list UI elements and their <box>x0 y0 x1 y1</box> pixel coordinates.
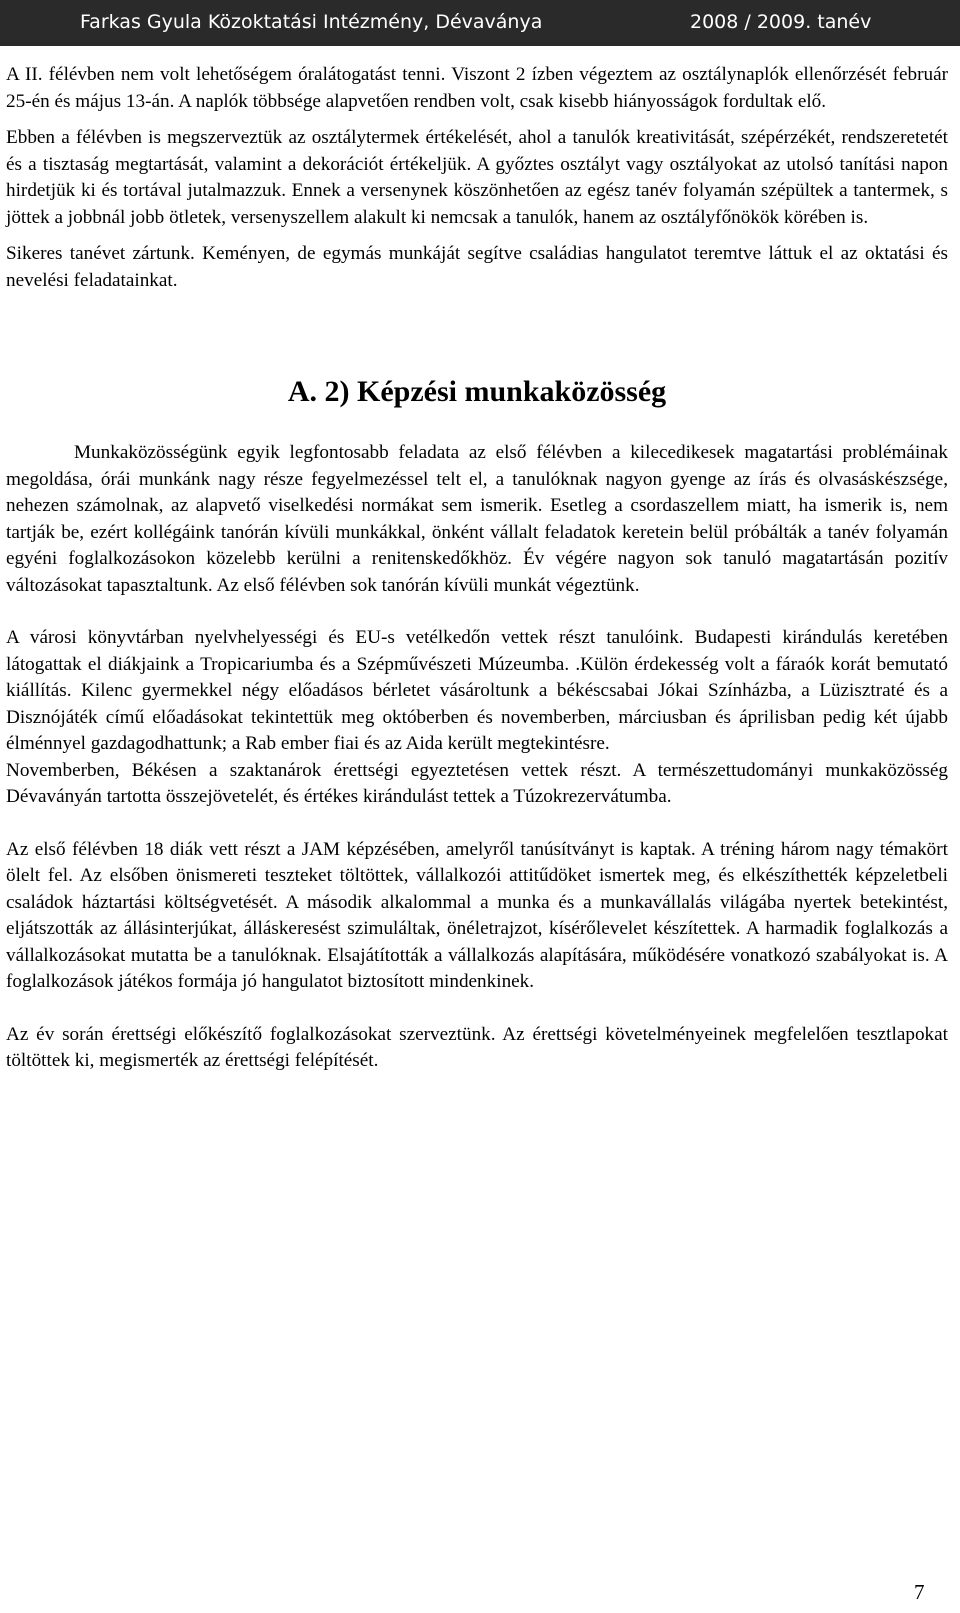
paragraph: Sikeres tanévet zártunk. Keményen, de egymás munkáját segítve családias hangulatot teremtve láttuk el az oktatási és nevelési feladatainkat. <box>6 243 948 291</box>
section-title: A. 2) Képzési munkaközösség <box>287 375 667 408</box>
header-school-year: 2008 / 2009. tanév <box>690 11 872 33</box>
paragraph: Az első félévben 18 diák vett részt a JAM képzésében, amelyről tanúsítványt is kaptak. A tréning három nagy témakört ölelt fel. Az elsőben önismereti teszteket töltöttek, vállalkozói attitűdöket ismertek meg, és elkészíthették képzeletbeli családok háztartási költségvetését. A második alkalommal a munka és a munkavállalás világába nyertek betekintést, eljátszották az állásinterjúkat, álláskeresést szimuláltak, önéletrajzot, kísérőlevelet készítettek. A harmadik foglalkozás a vállalkozásokat mutatta be a tanulóknak. Elsajátították a vállalkozás alapítására, működésére vonatkozó szabályokat is. A foglalkozások játékos formája jó hangulatot biztosított mindenkinek. <box>6 838 948 992</box>
page-number: 7 <box>914 1580 925 1604</box>
paragraph: A II. félévben nem volt lehetőségem óralátogatást tenni. Viszont 2 ízben végeztem az osztálynaplók ellenőrzését február 25-én és május 13-án. A naplók többsége alapvetően rendben volt, csak kisebb hiányosságok fordultak elő. <box>6 64 948 112</box>
paragraph: A városi könyvtárban nyelvhelyességi és EU-s vetélkedőn vettek részt tanulóink. Budapesti kirándulás keretében látogattak el diákjaink a Tropicariumba és a Szépművészeti Múzeumba. .Külön érdekesség volt a fáraók korát bemutató kiállítás. Kilenc gyermekkel négy előadásos bérletet vásároltunk a békéscsabai Jókai Színházba, a Lüzisztraté és a Disznójáték című előadásokat tekintettük meg októberben és novemberben, márciusban és áprilisban pedig két újabb élménnyel gazdagodhattunk; a Rab ember fiai és az Aida került megtekintésre. <box>6 627 948 754</box>
paragraph: Az év során érettségi előkészítő foglalkozásokat szerveztünk. Az érettségi követelményeinek megfelelően tesztlapokat töltöttek ki, megismerték az érettségi felépítését. <box>6 1023 948 1071</box>
document-body <box>6 62 948 1075</box>
paragraph: Novemberben, Békésen a szaktanárok érettségi egyeztetésen vettek részt. A természettudományi munkaközösség Dévaványán tartotta összejövetelét, és értékes kirándulást tettek a Túzokrezervátumba. <box>6 759 948 807</box>
header-school-name: Farkas Gyula Közoktatási Intézmény, Dévaványa <box>80 11 543 33</box>
paragraph: Munkaközösségünk egyik legfontosabb feladata az első félévben a kilecedikesek magatartási problémáinak megoldása, órái munkánk nagy része fegyelmezéssel telt el, a tanulóknak nagyon gyenge az írás és olvasáskészsége, nehezen számolnak, az alapvető viselkedési normákat sem ismerik. Esetleg a csordaszellem miatt, ha ismerik is, nem tartják be, ezért kollégáink tanórán kívüli munkákkal, önként vállalt feladatok keretein belül próbálták a tanév folyamán egyéni foglalkozásokon közelebb kerülni a renitenskedőkhöz. Év végére nagyon sok tanuló magatartásán pozitív változásokat tapasztaltunk. Az első félévben sok tanórán kívüli munkát végeztünk. <box>6 442 948 596</box>
page-header <box>0 0 960 46</box>
paragraph: Ebben a félévben is megszerveztük az osztálytermek értékelését, ahol a tanulók kreativitását, szépérzékét, rendszeretetét és a tisztaság megtartását, valamint a dekorációt értékeljük. A győztes osztályt vagy osztályokat az utolsó tanítási napon hirdetjük ki és tortával jutalmazzuk. Ennek a versenynek köszönhetően az egész tanév folyamán szépültek a tantermek, s jöttek a jobbnál jobb ötletek, versenyszellem alakult ki nemcsak a tanulók, hanem az osztályfőnökök körében is. <box>6 127 948 228</box>
